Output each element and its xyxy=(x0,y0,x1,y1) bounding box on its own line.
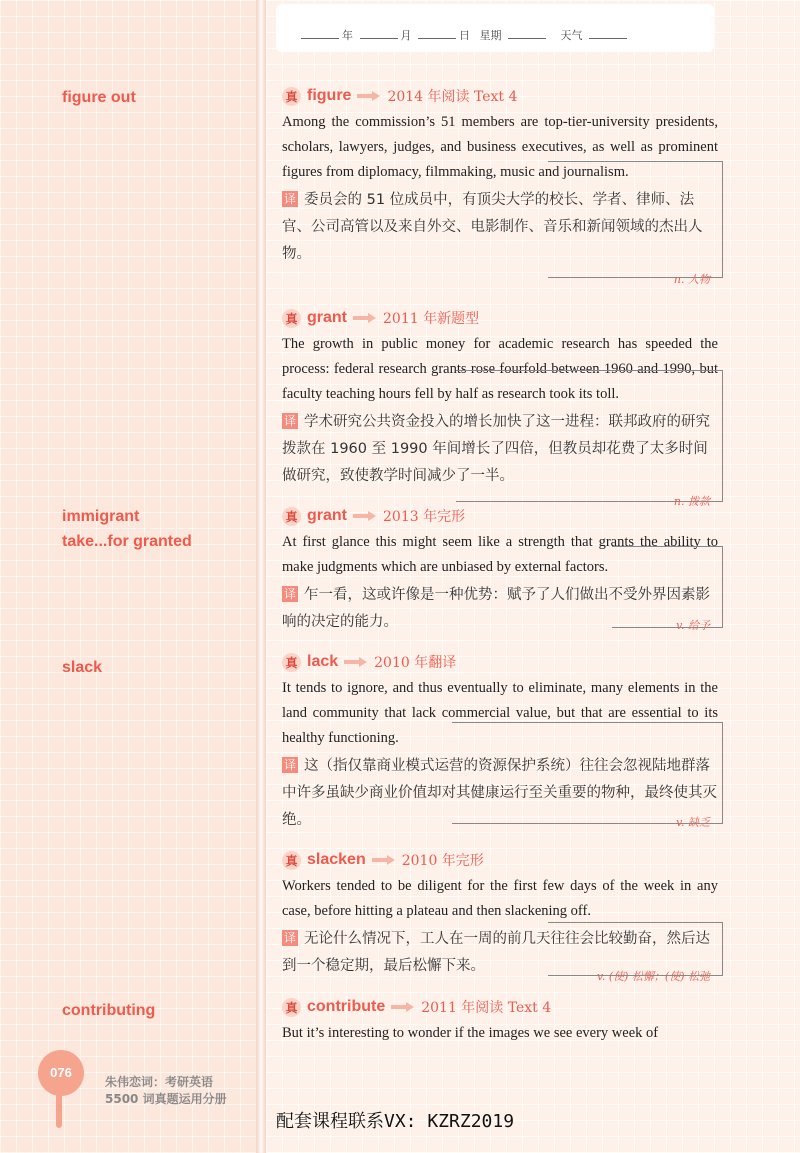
translation-badge-icon: 译 xyxy=(283,931,296,945)
side-word-figure-out: figure out xyxy=(62,89,136,106)
translation-text: 这（指仅靠商业模式运营的资源保护系统）往往会忽视陆地群落中许多虽缺少商业价值却对其健康运行至关重要的物种，最终使其灭绝。 xyxy=(282,758,717,828)
book-title xyxy=(105,1074,227,1108)
zhen-badge-icon: 真 xyxy=(282,507,301,526)
english-sentence: Workers tended to be diligent for the first few days of the week in any case, before hitting a plateau and then slackening off. xyxy=(282,878,718,919)
year-label: 年 xyxy=(342,29,353,42)
side-word-contributing: contributing xyxy=(62,1002,156,1019)
arrow-icon xyxy=(353,511,377,521)
translation-badge-icon: 译 xyxy=(283,192,296,206)
translation-text: 无论什么情况下，工人在一周的前几天往往会比较勤奋，然后达到一个稳定期，最后松懈下来。 xyxy=(282,931,710,974)
tree-icon xyxy=(56,1090,62,1128)
zhen-badge-icon: 真 xyxy=(282,309,301,328)
english-sentence: It tends to ignore, and thus eventually to eliminate, many elements in the land community that lack commercial value, but that are essential to its healthy functioning. xyxy=(282,680,718,746)
exam-source: 2010 年翻译 xyxy=(374,655,457,671)
part-of-speech: n. 拨款 xyxy=(673,495,710,508)
arrow-icon xyxy=(391,1002,415,1012)
watermark-text: 配套课程联系VX: KZRZ2019 xyxy=(276,1111,515,1132)
translation-text: 学术研究公共资金投入的增长加快了这一进程：联邦政府的研究拨款在 1960 至 1990 年间增长了四倍，但教员却花费了太多时间做研究，致使教学时间减少了一半。 xyxy=(282,414,710,484)
zhen-badge-icon: 真 xyxy=(282,998,301,1017)
part-of-speech: n. 人物 xyxy=(673,273,710,286)
side-word-slack: slack xyxy=(62,659,103,676)
headword: grant xyxy=(307,507,347,524)
exam-source: 2014 年阅读 Text 4 xyxy=(387,89,518,105)
month-label: 月 xyxy=(400,29,412,42)
page-number-badge: 076 xyxy=(38,1050,84,1096)
exam-source: 2010 年完形 xyxy=(401,853,484,869)
headword: slacken xyxy=(307,851,366,868)
headword: figure xyxy=(307,87,352,104)
translation-badge-icon: 译 xyxy=(283,758,296,772)
zhen-badge-icon: 真 xyxy=(282,653,301,672)
arrow-icon xyxy=(353,313,377,323)
column-divider xyxy=(256,0,266,1153)
headword: grant xyxy=(307,309,347,326)
part-of-speech: v. (使) 松懈；(使) 松弛 xyxy=(596,970,710,983)
arrow-icon xyxy=(372,855,396,865)
entry-head xyxy=(282,650,718,674)
side-word-take-for-granted: take...for granted xyxy=(62,533,192,550)
exam-source: 2013 年完形 xyxy=(383,509,466,525)
arrow-icon xyxy=(357,91,381,101)
translation-badge-icon: 译 xyxy=(283,414,296,428)
entry-contribute xyxy=(282,995,718,1046)
part-of-speech: v. 缺乏 xyxy=(676,816,710,829)
entry-head xyxy=(282,84,718,108)
translation-text: 委员会的 51 位成员中，有顶尖大学的校长、学者、律师、法官、公司高管以及来自外交、电影制作、音乐和新闻领域的杰出人物。 xyxy=(282,192,703,262)
day-label: 日 xyxy=(459,29,470,42)
book-title-line1: 朱伟恋词：考研英语 xyxy=(105,1075,214,1089)
side-word-immigrant: immigrant xyxy=(62,508,140,525)
arrow-icon xyxy=(344,657,368,667)
annotation-bracket xyxy=(612,546,723,628)
annotation-bracket xyxy=(548,161,723,278)
part-of-speech: v. 给予 xyxy=(676,619,710,632)
weekday-label: 星期 xyxy=(479,29,502,42)
english-sentence: But it’s interesting to wonder if the images we see every week of xyxy=(282,1025,659,1041)
date-line xyxy=(298,27,630,43)
zhen-badge-icon: 真 xyxy=(282,851,301,870)
weather-label: 天气 xyxy=(560,29,583,42)
exam-source: 2011 年阅读 Text 4 xyxy=(421,1000,552,1016)
translation-badge-icon: 译 xyxy=(283,587,296,601)
zhen-badge-icon: 真 xyxy=(282,87,301,106)
entry-head xyxy=(282,504,718,528)
entry-head xyxy=(282,848,718,872)
annotation-bracket xyxy=(452,722,723,824)
translation-text: 乍一看，这或许像是一种优势：赋予了人们做出不受外界因素影响的决定的能力。 xyxy=(282,587,710,630)
entry-head xyxy=(282,306,718,330)
headword: lack xyxy=(307,653,339,670)
exam-source: 2011 年新题型 xyxy=(383,311,480,327)
entry-head xyxy=(282,995,718,1019)
annotation-bracket xyxy=(456,370,723,502)
headword: contribute xyxy=(307,998,386,1015)
annotation-bracket xyxy=(548,922,723,976)
book-title-line2: 5500 词真题运用分册 xyxy=(105,1092,227,1106)
english-sentence: The growth in public money for academic research has speeded the process: federal research grants rose fourfold between 1960 and 1990, but faculty teaching hours fell by half as research took its toll. xyxy=(282,336,718,402)
english-sentence: Among the commission’s 51 members are top-tier-university presidents, scholars, lawyers, judges, and business executives, as well as prominent figures from diplomacy, filmmaking, music and journalism. xyxy=(282,114,718,180)
english-sentence: At first glance this might seem like a strength that grants the ability to make judgments which are unbiased by external factors. xyxy=(282,534,718,575)
